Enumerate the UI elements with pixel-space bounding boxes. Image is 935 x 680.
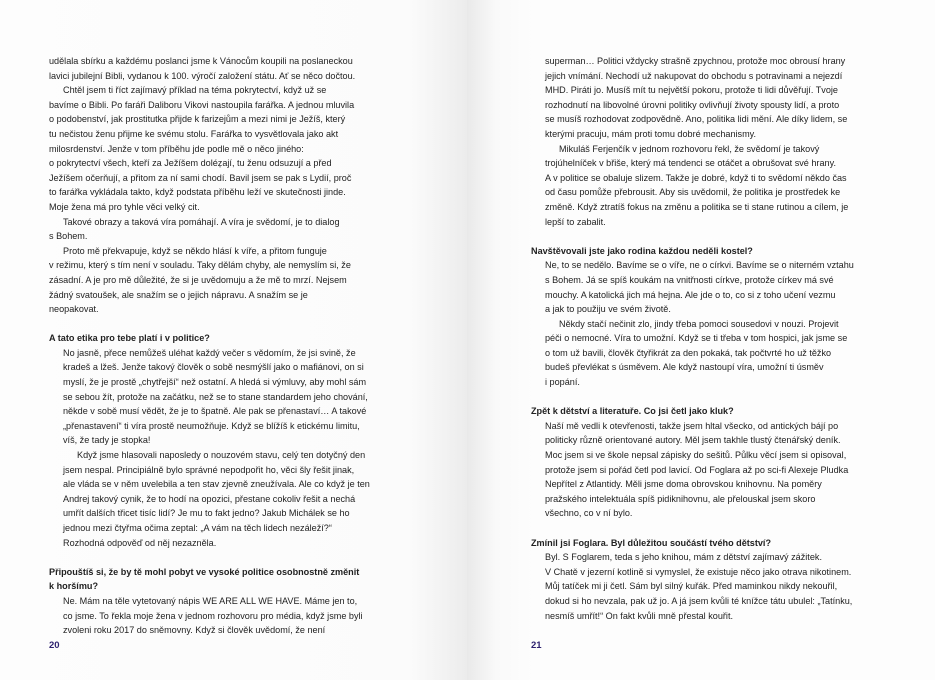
text-line: kradeš a lžeš. Jenže takový člověk o sobě nesmýšlí jako o mafiánovi, on si (63, 362, 364, 373)
text-line: trojúhelníček v břiše, který má tendenci se otáčet a obrušovat své hrany. (545, 158, 836, 169)
text-line: politicky různě orientované autory. Měl jsem takhle tlustý čtenářský deník. (545, 435, 841, 446)
text-line: to farářka vykládala takto, když podstata příběhu leží ve skutečnosti jinde. (49, 187, 346, 198)
text-line: kterými pracuju, mám proti tomu dobré mechanismy. (545, 128, 757, 139)
text-line: co jsme. To řekla moje žena v jednom rozhovoru pro média, když jsme byli (63, 610, 363, 621)
text-line: s Bohem. Já se spíš koukám na vnitřnosti církve, protože církev má své (545, 274, 834, 285)
text-line: nesmíš umřít!“ On fakt kvůli mně přestal kouřit. (545, 610, 733, 621)
text-line: milosrdenství. Jenže v tom příběhu jde podle mě o něco jiného: (49, 143, 304, 154)
text-line: protože jsem si pořád četl pod lavicí. Od Foglara až po sci-fi Alexeje Pludka (545, 464, 849, 475)
right-page (468, 0, 935, 680)
text-line: Mikuláš Ferjenčík v jednom rozhovoru řekl, že svědomí je takový (559, 143, 820, 154)
text-line: Chtěl jsem ti říct zajímavý příklad na téma pokrytectví, když už se (63, 85, 327, 96)
text-line: neopakovat. (49, 304, 99, 315)
text-line: a jak to použiju ve svém životě. (545, 304, 671, 315)
text-line: lepší to zabalit. (545, 216, 606, 227)
text-line: „přenastavení“ ti víra prostě neumožňuje. Když se blížíš k etickému limitu, (63, 420, 360, 431)
text-line: o tom už bavili, člověk čtyřikrát za den pokaká, tak počtvrté ho už těžko (545, 347, 832, 358)
paragraph-gap (49, 317, 407, 332)
text-line: lavici jubilejní Bibli, vydanou k 100. výročí založení státu. Ať se něco dočtou. (49, 70, 356, 81)
text-line: jednou mezi čtyřma očima zeptal: „A vám na těch lidech nezáleží?“ (63, 523, 332, 533)
text-line: dokud si ho nevzala, pak už jo. A já jsem kvůli té knížce tátu ubulel: „Tatínku, (545, 595, 853, 606)
text-line: Někdy stačí nečinit zlo, jindy třeba pomoci sousedovi v nouzi. Projevit (559, 318, 839, 329)
text-line: superman… Politici vždycky strašně zpychnou, protože moc obrousí hrany (545, 56, 846, 66)
text-line: Proto mě překvapuje, když se někdo hlásí k víře, a přitom funguje (63, 245, 327, 256)
text-line: zásadní. A je pro mě důležité, že si je uvědomuju a že mě to mrzí. Nejsem (49, 274, 347, 285)
text-line: Naší mě vedli k otevřenosti, takže jsem hltal všecko, od antických bájí po (545, 420, 839, 431)
text-line: Když jsme hlasovali naposledy o nouzovém stavu, celý ten dotyčný den (77, 450, 366, 461)
text-line: všechno, co v ní bylo. (545, 508, 633, 519)
paragraph-gap (49, 550, 407, 565)
text-line: zvoleni roku 2017 do sněmovny. Když si člověk uvědomí, že není (63, 625, 326, 636)
text-line: změně. Když ztratíš fokus na změnu a politika se ti stane rutinou a cílem, je (545, 201, 849, 212)
paragraph-gap (531, 390, 881, 405)
text-line: mouchy. A katolická jich má hejna. Ale jde o to, co si z toho učení vezmu (545, 289, 836, 300)
text-line: Ne, to se nedělo. Bavíme se o víře, ne o církvi. Bavíme se o niterném vztahu (545, 260, 854, 271)
text-line: jejich vnímání. Nechodí už nakupovat do obchodu s potravinami a nejezdí (545, 70, 843, 81)
text-line: bavíme o Bibli. Po faráři Daliboru Vikovi nastoupila farářka. A jednou mluvila (49, 99, 355, 110)
text-line: No jasně, přece nemůžeš uléhat každý večer s vědomím, že jsi svině, že (63, 347, 356, 358)
text-line: rozhodnutí na libovolné úrovni politiky ovlivňují životy spousty lidí, a proto (545, 99, 840, 110)
text-line: žádný svatoušek, ale snažím se o jejich nápravu. A snažím se je (49, 289, 308, 300)
text-line: budeš převlékat s úsměvem. Ale když nastoupí víra, umožní ti úsměv (545, 362, 824, 373)
question-heading: Připouštíš si, že by tě mohl pobyt ve vysoké politice osobnostně změnit (49, 566, 360, 577)
paragraph-gap (531, 229, 881, 244)
question-heading: Zmínil jsi Foglara. Byl důležitou součástí tvého dětství? (531, 537, 772, 548)
text-line: Ne. Mám na těle vytetovaný nápis WE ARE ALL WE HAVE. Máme jen to, (63, 595, 358, 606)
text-line: udělala sbírku a každému poslanci jsme k Vánocům koupili na poslaneckou (49, 56, 353, 66)
text-line: o podobenství, jak prostitutka přijde k farizejům a mezi nimi je Ježíš, který (49, 114, 346, 125)
question-heading: A tato etika pro tebe platí i v politice? (49, 333, 210, 344)
text-line: Nepřítel z Atlantidy. Měli jsme doma obrovskou knihovnu. Na poměry (545, 479, 822, 490)
text-line: tu nečistou ženu přijme ke svému stolu. Farářka to vysvětlovala jako akt (49, 128, 339, 139)
text-line: někde v sobě musí vědět, že je to špatně. Ale pak se přenastaví… A takové (63, 406, 367, 417)
text-line: Moc jsem si ve škole nepsal zápisky do sešitů. Půlku věcí jsem si opisoval, (545, 450, 847, 461)
text-line: Andrej takový cynik, že to hodí na opozici, přestane cokoliv řešit a nechá (63, 493, 356, 504)
text-line: Můj tatíček mi ji četl. Sám byl silný kuřák. Před maminkou nikdy nekouřil, (545, 581, 838, 592)
text-line: se sebou žít, protože na začátku, než se to stane standardem jeho chování, (63, 391, 368, 402)
text-line: Byl. S Foglarem, teda s jeho knihou, mám z dětství zajímavý zážitek. (545, 552, 822, 563)
question-heading: Navštěvovali jste jako rodina každou neděli kostel? (531, 245, 753, 256)
text-line: se musíš rozhodovat zodpovědně. Ano, politika lidi mění. Ale díky lidem, se (545, 114, 848, 125)
text-line: MHD. Piráti jo. Musíš mít tu největší pokoru, protože ti lidi důvěřují. Tvoje (545, 85, 838, 96)
text-line: Rozhodná odpověď od něj nezazněla. (63, 537, 217, 548)
text-line: pražského intelektuála spíš pidiknihovnu, ale přelouskal jsem skoro (545, 493, 816, 504)
page-number-right: 21 (531, 640, 542, 651)
text-line: V Chatě v jezerní kotlině si vymyslel, že existuje něco jako otrava nikotinem. (545, 566, 852, 577)
text-line: od času pomůže přebrousit. Aby sis uvědomil, že politika je prostředek ke (545, 187, 841, 198)
text-line: ale vláda se v něm uvelebila a ten stav zjevně zneužívala. Ale co když je ten (63, 479, 370, 490)
text-line: víš, že tady je stopka! (63, 435, 151, 446)
text-line: myslí, že je prostě „chytřejší“ než ostatní. A hledá si výmluvy, aby mohl sám (63, 377, 367, 388)
question-heading: Zpět k dětství a literatuře. Co jsi četl jako kluk? (531, 406, 734, 417)
paragraph-gap (531, 521, 881, 536)
text-line: v režimu, který s tím není v souladu. Taky dělám chyby, ale nemyslím si, že (49, 260, 351, 271)
left-page-text (49, 54, 407, 638)
text-line: i popání. (545, 377, 580, 388)
text-line: umřít dalších třicet tisíc lidí? Je mu to fakt jedno? Jakub Michálek se ho (63, 508, 350, 519)
text-line: A v politice se obaluje slizem. Takže je dobré, když ti to svědomí někdo čas (545, 172, 847, 183)
text-line: péči o nemocné. Víra to umožní. Když se ti třeba v tom hospici, jak jsme se (545, 333, 848, 344)
page-number-left: 20 (49, 640, 60, 651)
text-line: o pokrytectví všech, kteří za Ježíšem doléz̦ají, tu ženu odsuzují a před (49, 158, 332, 169)
left-page (0, 0, 467, 680)
question-heading: k horšímu? (49, 581, 99, 592)
text-line: Ježíšem očerňují, a přitom za ní sami chodí. Bavil jsem se pak s Lydií, proč (49, 172, 352, 183)
text-line: Takové obrazy a taková víra pomáhají. A víra je svědomí, je to dialog (63, 216, 340, 227)
right-page-text (531, 54, 881, 623)
text-line: Moje žena má pro tyhle věci velký cit. (49, 201, 200, 212)
text-line: jsem nespal. Principiálně bylo správné nepodpořit ho, věci šly řešit jinak, (63, 464, 355, 475)
text-line: s Bohem. (49, 231, 88, 242)
